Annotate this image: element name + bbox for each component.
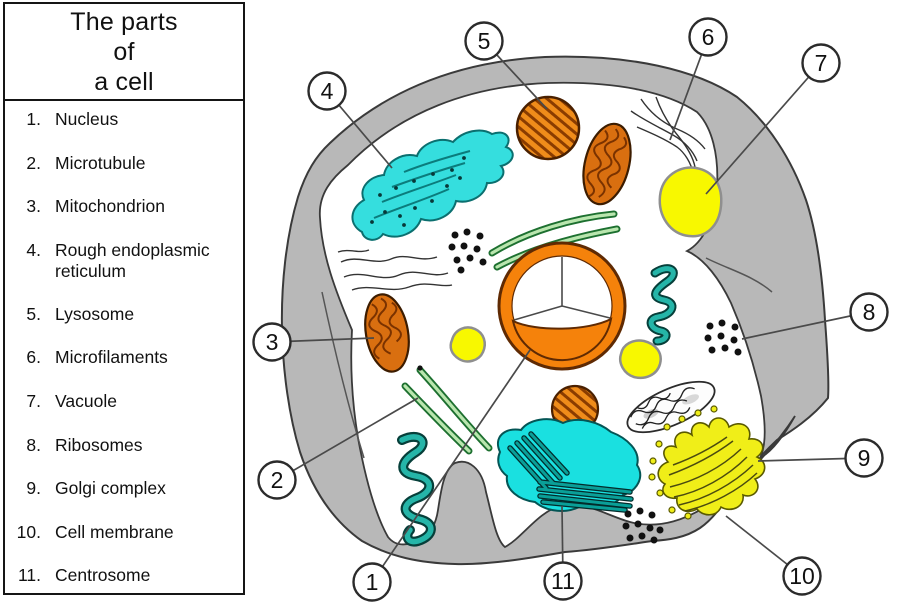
legend-item-number: 9.	[26, 478, 41, 499]
svg-text:5: 5	[477, 28, 491, 54]
legend-item-centrosome	[5, 565, 243, 609]
legend-item-number: 2.	[26, 152, 41, 173]
legend-item-vacuole	[5, 391, 243, 435]
callout-5-lysosome	[466, 23, 503, 60]
legend-item-label: Mitochondrion	[55, 196, 165, 217]
legend-title-line: The parts	[70, 7, 178, 36]
legend-item-number: 1.	[26, 109, 41, 129]
legend-item-label: Nucleus	[55, 109, 119, 129]
legend-item-rough-er	[5, 240, 243, 304]
legend-item-number: 3.	[26, 196, 41, 217]
legend-item-microfilaments	[5, 347, 243, 391]
svg-text:8: 8	[862, 299, 876, 325]
legend-item-label: Microfilaments	[55, 347, 168, 368]
callout-10-cell-membrane	[784, 558, 821, 595]
legend-item-label: Golgi complex	[55, 478, 166, 499]
svg-text:9: 9	[857, 445, 871, 471]
legend-item-label: Rough endoplasmic reticulum	[55, 239, 210, 281]
legend-item-ribosomes	[5, 435, 243, 479]
legend-item-number: 5.	[26, 303, 41, 324]
svg-text:11: 11	[551, 568, 575, 594]
svg-text:1: 1	[365, 569, 379, 595]
callout-7-vacuole	[803, 45, 840, 82]
callout-2-microtubule	[259, 462, 296, 499]
legend-item-number: 4.	[26, 239, 41, 260]
callout-1-nucleus	[354, 564, 391, 601]
legend-item-microtubule	[5, 153, 243, 197]
svg-text:3: 3	[265, 329, 279, 355]
callout-3-mitochondrion	[254, 324, 291, 361]
legend-item-label: Centrosome	[55, 565, 151, 586]
legend-item-nucleus	[5, 109, 243, 153]
callout-6-microfilaments	[690, 19, 727, 56]
legend-item-cell-membrane	[5, 522, 243, 566]
legend-item-label: Microtubule	[55, 152, 146, 173]
legend-item-number: 11.	[17, 565, 41, 586]
legend-item-label: Lysosome	[55, 303, 135, 324]
legend-items	[5, 101, 243, 609]
svg-text:2: 2	[270, 467, 284, 493]
callout-11-centrosome	[545, 563, 582, 600]
legend-title-line: of	[113, 37, 135, 66]
svg-text:4: 4	[320, 78, 334, 104]
nucleus-illustration	[499, 243, 625, 369]
legend-item-golgi-complex	[5, 478, 243, 522]
legend-panel	[3, 2, 245, 595]
legend-item-number: 10.	[16, 521, 41, 542]
lysosome-illustration	[517, 97, 579, 159]
legend-item-number: 7.	[26, 390, 41, 411]
legend-title-line: a cell	[94, 67, 154, 96]
legend-title	[5, 4, 243, 101]
legend-item-label: Cell membrane	[55, 521, 174, 542]
callout-4-rough-er	[309, 73, 346, 110]
legend-item-lysosome	[5, 304, 243, 348]
svg-text:10: 10	[789, 563, 815, 589]
legend-item-number: 8.	[26, 434, 41, 455]
svg-text:7: 7	[814, 50, 828, 76]
svg-text:6: 6	[701, 24, 715, 50]
callout-9-golgi-complex	[846, 440, 883, 477]
legend-item-number: 6.	[26, 347, 41, 368]
legend-item-label: Vacuole	[55, 390, 117, 411]
legend-item-mitochondrion	[5, 196, 243, 240]
legend-item-label: Ribosomes	[55, 434, 143, 455]
callout-8-ribosomes	[851, 294, 888, 331]
ribosomes-right-illustration	[705, 320, 742, 356]
